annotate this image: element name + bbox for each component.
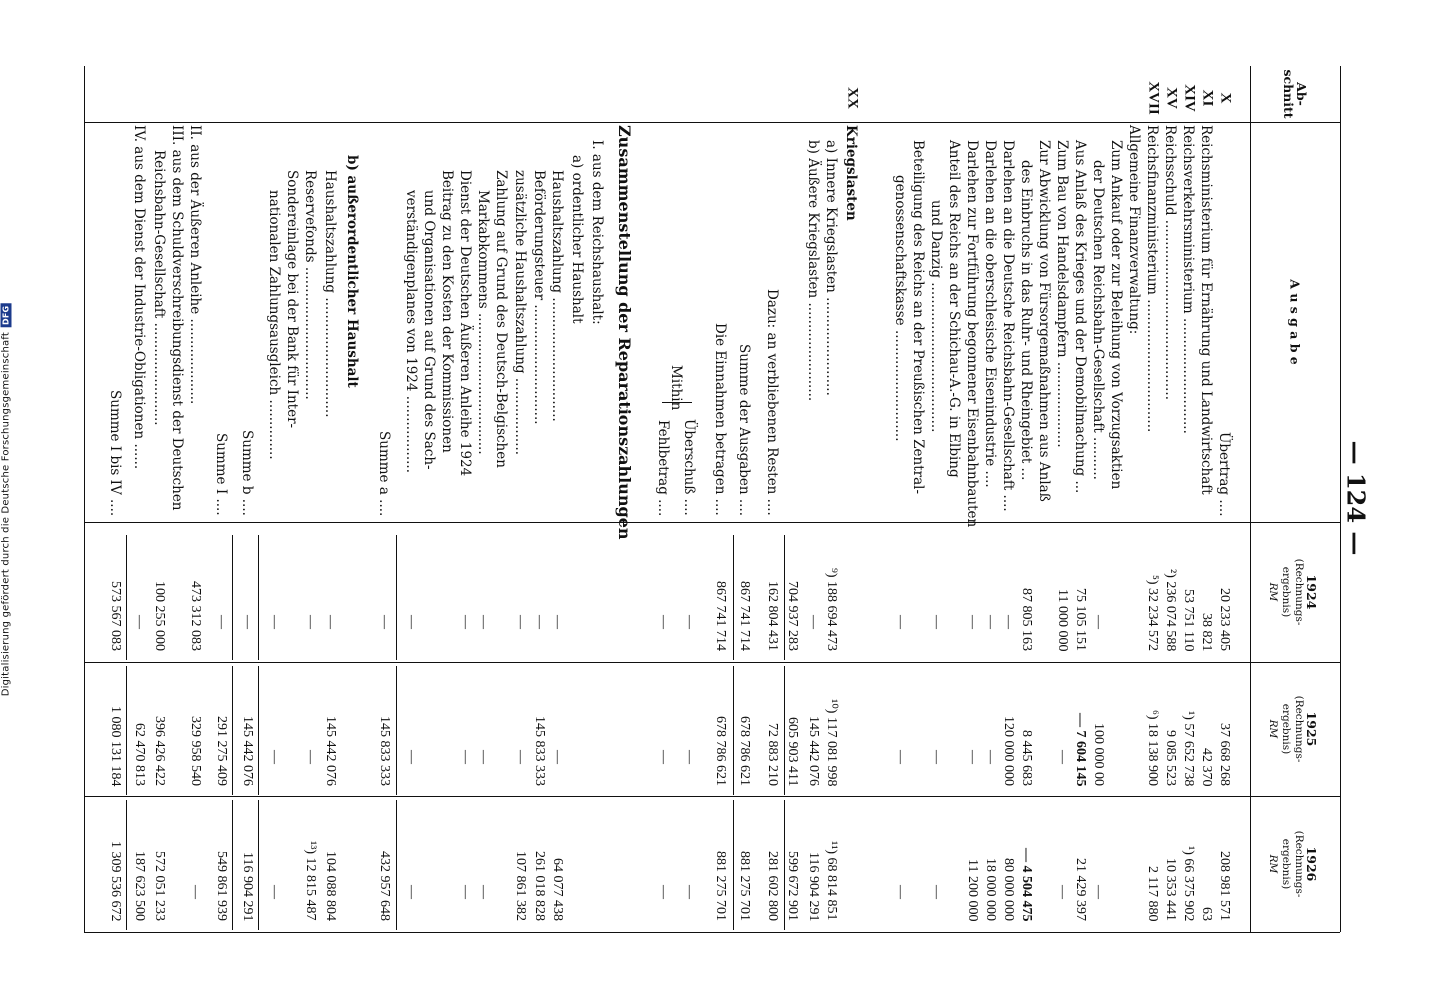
cell-v1926: 116 904 291 xyxy=(240,851,255,921)
cell-v1924: ⁹) 188 694 473 xyxy=(824,567,839,651)
cell-v1924: — xyxy=(214,615,229,629)
row-label: Reservefonds ............................... xyxy=(302,170,318,400)
cell-v1924: — xyxy=(1091,615,1106,629)
row-label: Reichsverkehrsministerium ........................... xyxy=(1180,125,1196,434)
row-label: Reichsfinanzministerium ............................... xyxy=(1144,125,1160,433)
cell-v1924: — xyxy=(682,615,697,629)
cell-v1926: 208 981 571 xyxy=(1217,851,1232,921)
sum-rule xyxy=(396,666,397,795)
cell-v1924: ⁵) 32 234 572 xyxy=(1145,574,1160,651)
cell-v1926: — xyxy=(476,885,491,899)
digitization-note-text: Digitalisierung gefördert durch die Deutsche Forschungsgemeinschaft xyxy=(0,332,12,697)
cell-v1926: — xyxy=(404,885,419,899)
cell-v1924: — xyxy=(240,615,255,629)
row-label: Sondereinlage bei der Bank für Inter- xyxy=(284,170,300,429)
row-label: und Organisationen auf Grund des Sach- xyxy=(421,190,437,470)
cell-v1926: 116 904 291 xyxy=(806,851,821,921)
cell-v1926: 10 353 441 xyxy=(1163,858,1178,921)
cell-v1926: 21 429 397 xyxy=(1073,858,1088,921)
row-label: Die Einnahmen betragen .... xyxy=(712,323,728,516)
row-label: Überschuß .... xyxy=(681,419,697,516)
cell-v1925: — xyxy=(267,750,282,764)
cell-v1925: — xyxy=(929,750,944,764)
cell-v1925: — xyxy=(513,750,528,764)
row-label: Darlehen an die oberschlesische Eisenindustrie .... xyxy=(982,140,998,488)
abschnitt-xiv: XIV xyxy=(1181,84,1198,112)
header-1925-unit: RM xyxy=(1267,719,1279,739)
header-1925-year: 1925 xyxy=(1304,711,1319,747)
row-label: Reichsbahn-Gesellschaft ........................ xyxy=(151,150,167,426)
row-label: b) außerordentlicher Haushalt xyxy=(344,155,360,388)
cell-v1924: — xyxy=(656,615,671,629)
column-rule-ausgabe xyxy=(84,522,1340,523)
header-1926-year: 1926 xyxy=(1304,846,1319,882)
row-label: Darlehen an die Deutsche Reichsbahn-Gesellschaft .... xyxy=(1000,140,1016,512)
cell-v1926: 572 051 233 xyxy=(152,851,167,921)
cell-v1925: — xyxy=(983,750,998,764)
cell-v1925: 145 442 076 xyxy=(240,716,255,786)
cell-v1925: 678 786 621 xyxy=(713,716,728,786)
sum-rule xyxy=(126,666,127,795)
abschnitt-xx: XX xyxy=(844,87,861,109)
cell-v1924: ²) 236 074 588 xyxy=(1163,568,1178,651)
cell-v1925: — xyxy=(893,750,908,764)
cell-v1924: 573 567 083 xyxy=(108,581,123,651)
header-1924 xyxy=(1266,559,1318,626)
row-label: Zur Abwicklung von Fürsorgemaßnahmen aus Anlaß xyxy=(1036,140,1052,502)
cell-v1925: 145 833 333 xyxy=(377,716,392,786)
cell-v1924: — xyxy=(513,615,528,629)
row-label: Mithin xyxy=(668,365,684,411)
cell-v1925: — xyxy=(656,750,671,764)
row-label: Markabkommens ................................. xyxy=(475,190,491,455)
cell-v1925: 37 668 268 xyxy=(1217,723,1232,786)
cell-v1925: — xyxy=(458,750,473,764)
cell-v1926: — 4 504 475 xyxy=(1019,847,1034,921)
cell-v1924: — xyxy=(323,615,338,629)
cell-v1924: — xyxy=(1001,615,1016,629)
row-label: Summe I .... xyxy=(213,433,229,516)
row-label: Haushaltszahlung ............................. xyxy=(549,170,565,422)
sum-rule xyxy=(258,666,259,795)
sum-rule xyxy=(733,800,734,930)
cell-v1925: 396 426 422 xyxy=(152,716,167,786)
header-1924-sub: (Rechnungs- ergebnis) xyxy=(1280,558,1305,626)
cell-v1925: — xyxy=(476,750,491,764)
header-1926-unit: RM xyxy=(1267,854,1279,874)
cell-v1926: 11 200 000 xyxy=(965,858,980,921)
row-label: Zahlung auf Grund des Deutsch-Belgischen xyxy=(493,170,509,468)
cell-v1926: ¹) 66 375 902 xyxy=(1181,845,1196,921)
cell-v1926: 549 861 939 xyxy=(214,851,229,921)
digitization-note xyxy=(1,304,12,697)
row-label: IV. aus dem Dienst der Industrie-Obligationen ...... xyxy=(131,125,147,470)
cell-v1924: 867 741 714 xyxy=(713,581,728,651)
cell-v1925: 100 000 00 xyxy=(1091,723,1106,786)
cell-v1926: 18 000 000 xyxy=(983,858,998,921)
sum-rule xyxy=(258,535,259,660)
header-1926 xyxy=(1266,831,1318,898)
row-label: Summe a .... xyxy=(376,430,392,516)
row-label: Zum Ankauf oder zur Beleihung von Vorzugsaktien xyxy=(1108,140,1124,490)
row-label: Reichsministerium für Ernährung und Landwirtschaft xyxy=(1198,125,1214,495)
cell-v1926: ¹¹) 68 814 851 xyxy=(824,841,839,921)
row-label: Fehlbetrag .... xyxy=(655,419,671,516)
row-label: III. aus dem Schuldverschreibungsdienst der Deutschen xyxy=(169,125,185,511)
cell-v1924: 75 105 151 xyxy=(1073,588,1088,651)
cell-v1926: — xyxy=(458,885,473,899)
row-label: II. aus der Äußeren Anleihe .................... xyxy=(187,125,203,405)
table-rule-top xyxy=(1340,66,1341,932)
sum-rule xyxy=(126,800,127,930)
cell-v1924: — xyxy=(806,615,821,629)
cell-v1924: 100 255 000 xyxy=(152,581,167,651)
row-label: Allgemeine Finanzverwaltung: xyxy=(1126,125,1142,335)
row-label: Haushaltszahlung ............................ xyxy=(322,170,338,418)
column-rule-1924 xyxy=(84,662,1340,663)
column-rule-abschnitt xyxy=(84,122,1340,123)
cell-v1924: 38 821 xyxy=(1199,612,1214,651)
row-label: nationalen Zahlungsausgleich .............. xyxy=(266,190,282,460)
cell-v1926: — xyxy=(1091,885,1106,899)
row-label: Summe b .... xyxy=(239,430,255,516)
row-label: a) Innere Kriegslasten ....................... xyxy=(823,140,839,396)
cell-v1924: 867 741 714 xyxy=(737,581,752,651)
cell-v1925: 329 958 540 xyxy=(188,716,203,786)
row-label: Summe der Ausgaben .... xyxy=(736,343,752,516)
cell-v1926: — xyxy=(656,885,671,899)
cell-v1926: 881 275 701 xyxy=(713,851,728,921)
row-label: Dazu: an verbliebenen Resten .... xyxy=(764,289,780,516)
sum-rule xyxy=(784,535,785,660)
cell-v1924: — xyxy=(377,615,392,629)
cell-v1925: 72 883 210 xyxy=(765,723,780,786)
cell-v1924: 11 000 000 xyxy=(1055,588,1070,651)
cell-v1926: — xyxy=(1055,885,1070,899)
cell-v1926: — xyxy=(682,885,697,899)
row-label: verständigenplanes von 1924 .................. xyxy=(403,190,419,473)
sum-rule xyxy=(396,800,397,930)
header-abschnitt: Ab- schnitt xyxy=(1281,69,1309,119)
cell-v1925: 605 903 411 xyxy=(785,716,800,786)
cell-v1926: 281 602 800 xyxy=(765,851,780,921)
row-label: des Einbruchs in das Ruhr- und Rheingebiet ... xyxy=(1018,160,1034,481)
cell-v1925: 42 370 xyxy=(1199,747,1214,786)
sum-rule xyxy=(396,535,397,660)
cell-v1925: 145 442 076 xyxy=(323,716,338,786)
column-rule-1925 xyxy=(84,796,1340,797)
cell-v1926: 881 275 701 xyxy=(737,851,752,921)
cell-v1926: 432 957 648 xyxy=(377,851,392,921)
cell-v1924: 473 312 083 xyxy=(188,581,203,651)
cell-v1926: 80 000 000 xyxy=(1001,858,1016,921)
mithin-brace xyxy=(662,402,692,403)
cell-v1926: 107 861 382 xyxy=(513,851,528,921)
cell-v1926: — xyxy=(188,885,203,899)
row-label: Zusammenstellung der Reparationszahlungen xyxy=(615,125,634,540)
cell-v1926: 599 672 901 xyxy=(785,851,800,921)
row-label: und Danzig ................................... xyxy=(928,200,944,433)
row-label: Beitrag zu den Kosten der Kommissionen xyxy=(439,170,455,453)
cell-v1926: ¹³) 12 815 487 xyxy=(303,841,318,921)
header-ausgabe: A u s g a b e xyxy=(1287,279,1303,365)
cell-v1924: 20 233 405 xyxy=(1217,588,1232,651)
row-label: der Deutschen Reichsbahn-Gesellschaft .......... xyxy=(1090,160,1106,480)
abschnitt-xi: XI xyxy=(1199,89,1216,107)
table-rule-header xyxy=(1250,66,1251,932)
abschnitt-xv: XV xyxy=(1163,87,1180,109)
row-label: genossenschaftskasse .......................... xyxy=(892,175,908,442)
cell-v1925: 145 442 076 xyxy=(806,716,821,786)
cell-v1925: — xyxy=(550,750,565,764)
sum-rule xyxy=(784,800,785,930)
header-1926-sub: (Rechnungs- ergebnis) xyxy=(1280,830,1305,898)
column-rule-1926 xyxy=(84,932,1340,933)
cell-v1925: 678 786 621 xyxy=(737,716,752,786)
sum-rule xyxy=(126,535,127,660)
row-label: Kriegslasten xyxy=(843,125,859,221)
cell-v1924: — xyxy=(532,615,547,629)
dfg-logo: DFG xyxy=(1,305,11,326)
page-number: — 124 — xyxy=(1341,440,1371,556)
cell-v1924: — xyxy=(267,615,282,629)
table-rule-bottom xyxy=(84,66,85,932)
cell-v1925: — 7 604 145 xyxy=(1073,712,1088,786)
row-label: Aus Anlaß des Krieges und der Demobilmachung ... xyxy=(1072,140,1088,494)
row-label: zusätzliche Haushaltszahlung .................. xyxy=(512,170,528,456)
row-label: Darlehen zur Fortführung begonnener Eisenbahnbauten xyxy=(964,140,980,528)
row-label: Anteil des Reichs an der Schichau-A.-G. in Elbing xyxy=(946,140,962,478)
row-label: Summe I bis IV .... xyxy=(107,389,123,516)
cell-v1924: 87 805 163 xyxy=(1019,588,1034,651)
cell-v1925: — xyxy=(965,750,980,764)
row-label: Zum Bau von Handelsdampfern .................... xyxy=(1054,140,1070,448)
cell-v1926: 2 117 880 xyxy=(1145,865,1160,921)
row-label: I. aus dem Reichshaushalt: xyxy=(589,140,605,325)
cell-v1926: 64 077 438 xyxy=(550,858,565,921)
cell-v1924: 162 804 431 xyxy=(765,581,780,651)
cell-v1926: 104 088 804 xyxy=(323,851,338,921)
cell-v1925: 8 445 683 xyxy=(1019,730,1034,786)
cell-v1924: — xyxy=(550,615,565,629)
row-label: Beteiligung des Reichs an der Preußischen Zentral- xyxy=(910,140,926,495)
cell-v1926: 261 018 828 xyxy=(532,851,547,921)
cell-v1925: 62 470 813 xyxy=(132,723,147,786)
cell-v1925: 291 275 409 xyxy=(214,716,229,786)
cell-v1926: 63 xyxy=(1199,907,1214,921)
sum-rule xyxy=(232,535,233,660)
cell-v1925: — xyxy=(404,750,419,764)
header-1925 xyxy=(1266,696,1318,763)
cell-v1926: — xyxy=(893,885,908,899)
sum-rule xyxy=(232,666,233,795)
cell-v1924: — xyxy=(132,615,147,629)
cell-v1925: ¹) 57 652 738 xyxy=(1181,710,1196,786)
sum-rule xyxy=(784,666,785,795)
cell-v1925: — xyxy=(682,750,697,764)
row-label: b) Äußere Kriegslasten ....................... xyxy=(805,140,821,402)
sum-rule xyxy=(733,666,734,795)
cell-v1924: — xyxy=(893,615,908,629)
header-1924-unit: RM xyxy=(1267,582,1279,602)
row-label: Reichsschuld .......................................... xyxy=(1162,125,1178,401)
cell-v1924: — xyxy=(303,615,318,629)
cell-v1924: — xyxy=(458,615,473,629)
cell-v1925: 1 080 131 184 xyxy=(108,705,123,786)
row-label: a) ordentlicher Haushalt xyxy=(569,155,585,324)
header-1925-sub: (Rechnungs- ergebnis) xyxy=(1280,695,1305,763)
cell-v1926: 187 623 500 xyxy=(132,851,147,921)
cell-v1924: 53 751 110 xyxy=(1181,588,1196,651)
cell-v1924: — xyxy=(476,615,491,629)
cell-v1924: — xyxy=(983,615,998,629)
sum-rule xyxy=(258,800,259,930)
cell-v1926: 1 309 536 672 xyxy=(108,840,123,921)
sum-rule xyxy=(232,800,233,930)
cell-v1924: 704 937 283 xyxy=(785,581,800,651)
row-label: Beförderungsteuer ............................ xyxy=(531,170,547,425)
cell-v1925: 145 833 333 xyxy=(532,716,547,786)
header-1924-year: 1924 xyxy=(1304,574,1319,610)
cell-v1925: 120 000 000 xyxy=(1001,716,1016,786)
cell-v1926: — xyxy=(929,885,944,899)
cell-v1924: — xyxy=(404,615,419,629)
abschnitt-xvii: XVII xyxy=(1145,81,1162,115)
row-label: Übertrag .... xyxy=(1216,431,1232,516)
abschnitt-x: X xyxy=(1217,92,1234,104)
cell-v1924: — xyxy=(929,615,944,629)
sum-rule xyxy=(733,535,734,660)
cell-v1924: — xyxy=(965,615,980,629)
cell-v1925: — xyxy=(1055,750,1070,764)
cell-v1925: 9 085 523 xyxy=(1163,730,1178,786)
cell-v1925: — xyxy=(303,750,318,764)
cell-v1925: ¹⁰) 117 081 998 xyxy=(824,698,839,786)
row-label: Dienst der Deutschen Äußeren Anleihe 1924 xyxy=(457,170,473,477)
cell-v1925: ⁶) 18 138 900 xyxy=(1145,709,1160,786)
cell-v1926: — xyxy=(267,885,282,899)
